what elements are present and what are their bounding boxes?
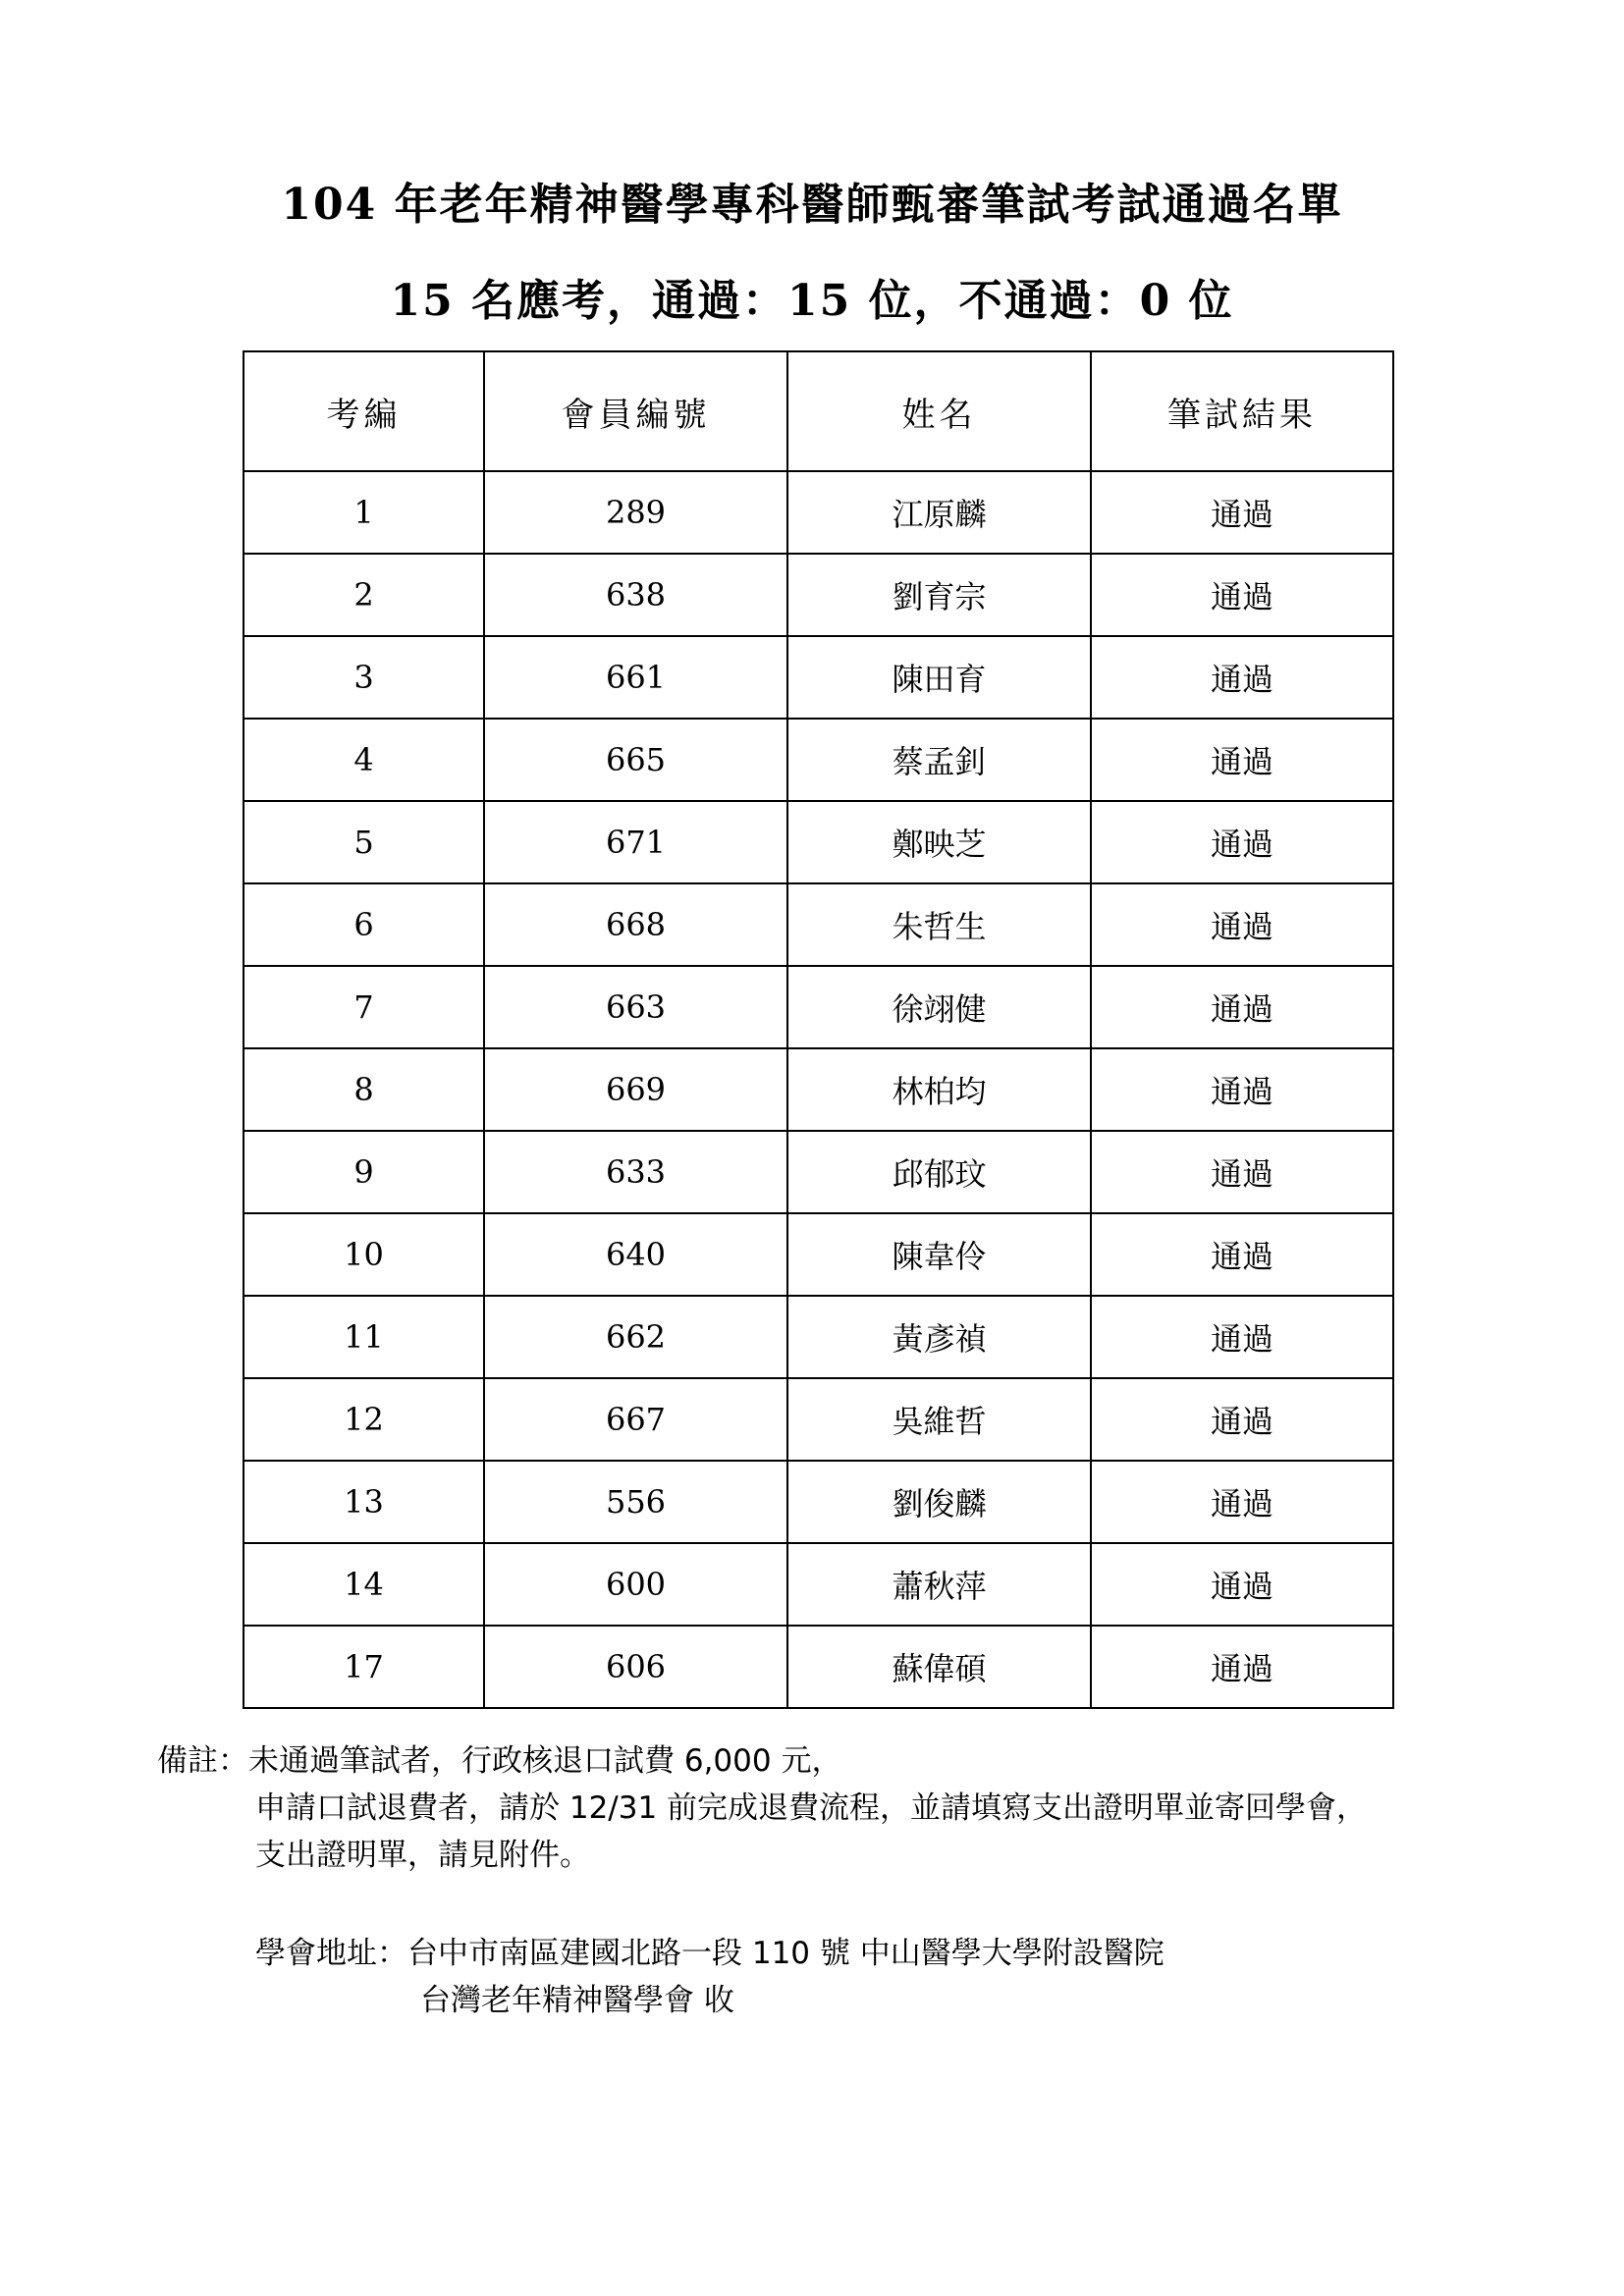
cell-member-number: 667: [484, 1378, 787, 1461]
results-table: [243, 350, 1394, 1709]
cell-exam-number: 9: [244, 1131, 484, 1213]
cell-exam-number: 8: [244, 1048, 484, 1131]
cell-name: 劉育宗: [787, 554, 1091, 636]
cell-result: 通過: [1091, 883, 1393, 966]
cell-exam-number: 13: [244, 1461, 484, 1543]
cell-member-number: 638: [484, 554, 787, 636]
cell-member-number: 662: [484, 1296, 787, 1378]
cell-exam-number: 17: [244, 1626, 484, 1708]
cell-result: 通過: [1091, 1626, 1393, 1708]
table-row: [244, 883, 1393, 966]
cell-name: 黃彥禎: [787, 1296, 1091, 1378]
cell-exam-number: 10: [244, 1213, 484, 1296]
table-header-row: [244, 351, 1393, 471]
table-row: [244, 1626, 1393, 1708]
header-exam-number: 考編: [244, 351, 484, 471]
cell-result: 通過: [1091, 1213, 1393, 1296]
cell-member-number: 633: [484, 1131, 787, 1213]
cell-exam-number: 14: [244, 1543, 484, 1626]
cell-result: 通過: [1091, 1048, 1393, 1131]
cell-member-number: 600: [484, 1543, 787, 1626]
header-name: 姓名: [787, 351, 1091, 471]
cell-member-number: 668: [484, 883, 787, 966]
table-row: [244, 1213, 1393, 1296]
table-row: [244, 554, 1393, 636]
cell-name: 吳維哲: [787, 1378, 1091, 1461]
cell-exam-number: 12: [244, 1378, 484, 1461]
table-row: [244, 1461, 1393, 1543]
cell-name: 林柏均: [787, 1048, 1091, 1131]
note-line-2: 申請口試退費者，請於 12/31 前完成退費流程，並請填寫支出證明單並寄回學會，: [255, 1790, 1368, 1826]
cell-exam-number: 6: [244, 883, 484, 966]
cell-exam-number: 11: [244, 1296, 484, 1378]
table-row: [244, 1296, 1393, 1378]
table-row: [244, 1048, 1393, 1131]
cell-exam-number: 2: [244, 554, 484, 636]
cell-result: 通過: [1091, 801, 1393, 883]
header-result: 筆試結果: [1091, 351, 1393, 471]
note-line-1: 備註：未通過筆試者，行政核退口試費 6,000 元，: [157, 1743, 842, 1779]
cell-member-number: 663: [484, 966, 787, 1048]
page-subtitle: 15 名應考，通過：15 位，不通過：0 位: [390, 276, 1234, 326]
cell-name: 陳田育: [787, 636, 1091, 719]
table-row: [244, 1378, 1393, 1461]
cell-member-number: 556: [484, 1461, 787, 1543]
cell-name: 蕭秋萍: [787, 1543, 1091, 1626]
cell-result: 通過: [1091, 1461, 1393, 1543]
table-row: [244, 1131, 1393, 1213]
table-row: [244, 1543, 1393, 1626]
address-line-1: 學會地址：台中市南區建國北路一段 110 號 中山醫學大學附設醫院: [255, 1936, 1164, 1971]
table-row: [244, 636, 1393, 719]
cell-name: 蘇偉碩: [787, 1626, 1091, 1708]
cell-result: 通過: [1091, 1131, 1393, 1213]
cell-name: 邱郁玟: [787, 1131, 1091, 1213]
cell-result: 通過: [1091, 966, 1393, 1048]
cell-member-number: 661: [484, 636, 787, 719]
header-member-number: 會員編號: [484, 351, 787, 471]
table-body: [244, 471, 1393, 1708]
cell-name: 朱哲生: [787, 883, 1091, 966]
table-row: [244, 719, 1393, 801]
cell-name: 鄭映芝: [787, 801, 1091, 883]
cell-result: 通過: [1091, 471, 1393, 554]
cell-name: 江原麟: [787, 471, 1091, 554]
table-row: [244, 966, 1393, 1048]
cell-result: 通過: [1091, 1296, 1393, 1378]
cell-member-number: 289: [484, 471, 787, 554]
cell-member-number: 606: [484, 1626, 787, 1708]
table-row: [244, 801, 1393, 883]
page-title: 104 年老年精神醫學專科醫師甄審筆試考試通過名單: [281, 180, 1343, 230]
cell-exam-number: 5: [244, 801, 484, 883]
cell-result: 通過: [1091, 719, 1393, 801]
cell-name: 陳韋伶: [787, 1213, 1091, 1296]
cell-name: 蔡孟釗: [787, 719, 1091, 801]
cell-result: 通過: [1091, 636, 1393, 719]
cell-name: 劉俊麟: [787, 1461, 1091, 1543]
address-line-2: 台灣老年精神醫學會 收: [420, 1983, 734, 2018]
cell-member-number: 640: [484, 1213, 787, 1296]
cell-exam-number: 4: [244, 719, 484, 801]
cell-result: 通過: [1091, 1543, 1393, 1626]
cell-result: 通過: [1091, 554, 1393, 636]
cell-exam-number: 7: [244, 966, 484, 1048]
cell-member-number: 669: [484, 1048, 787, 1131]
cell-name: 徐翊健: [787, 966, 1091, 1048]
cell-member-number: 665: [484, 719, 787, 801]
cell-exam-number: 3: [244, 636, 484, 719]
cell-result: 通過: [1091, 1378, 1393, 1461]
table-row: [244, 471, 1393, 554]
note-line-3: 支出證明單，請見附件。: [255, 1838, 590, 1873]
cell-member-number: 671: [484, 801, 787, 883]
cell-exam-number: 1: [244, 471, 484, 554]
notes-section: [157, 1737, 1551, 2024]
